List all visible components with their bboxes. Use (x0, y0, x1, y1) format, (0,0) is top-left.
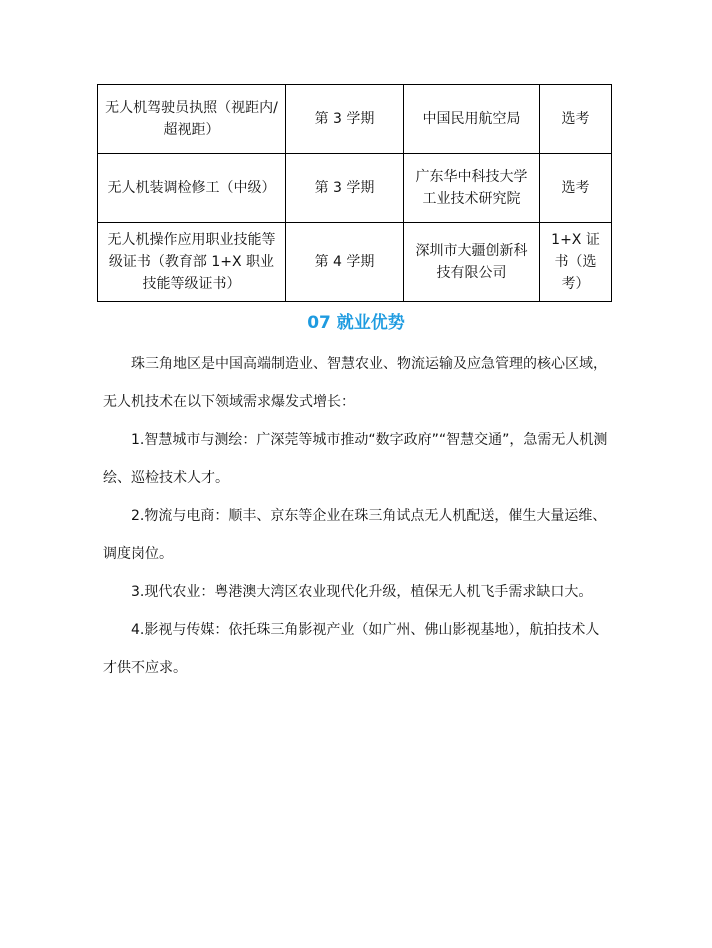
table-row (98, 223, 612, 302)
cert-name-cell: 无人机装调检修工（中级） (98, 154, 286, 223)
semester-cell: 第 3 学期 (286, 85, 404, 154)
semester-cell: 第 3 学期 (286, 154, 404, 223)
exam-type-cell: 选考 (540, 85, 612, 154)
issuer-cell: 广东华中科技大学工业技术研究院 (404, 154, 540, 223)
table-row (98, 85, 612, 154)
advantage-paragraph: 1.智慧城市与测绘：广深莞等城市推动“数字政府”“智慧交通”，急需无人机测绘、巡检技术人才。 (103, 432, 608, 486)
certificate-table (97, 84, 612, 302)
cert-name-cell: 无人机操作应用职业技能等级证书（教育部 1+X 职业技能等级证书） (98, 223, 286, 302)
intro-paragraph: 珠三角地区是中国高端制造业、智慧农业、物流运输及应急管理的核心区域，无人机技术在以下领域需求爆发式增长： (103, 356, 607, 410)
section-title: 07 就业优势 (307, 313, 405, 333)
exam-type-cell: 1+X 证书（选考） (540, 223, 612, 302)
advantage-paragraph: 3.现代农业：粤港澳大湾区农业现代化升级，植保无人机飞手需求缺口大。 (131, 584, 593, 600)
advantage-paragraph: 4.影视与传媒：依托珠三角影视产业（如广州、佛山影视基地），航拍技术人才供不应求。 (103, 622, 600, 676)
section-body (103, 345, 609, 687)
advantage-paragraph: 2.物流与电商：顺丰、京东等企业在珠三角试点无人机配送，催生大量运维、调度岗位。 (103, 508, 607, 562)
exam-type-cell: 选考 (540, 154, 612, 223)
semester-cell: 第 4 学期 (286, 223, 404, 302)
issuer-cell: 深圳市大疆创新科技有限公司 (404, 223, 540, 302)
cert-name-cell: 无人机驾驶员执照（视距内/超视距） (98, 85, 286, 154)
table-row (98, 154, 612, 223)
issuer-cell: 中国民用航空局 (404, 85, 540, 154)
